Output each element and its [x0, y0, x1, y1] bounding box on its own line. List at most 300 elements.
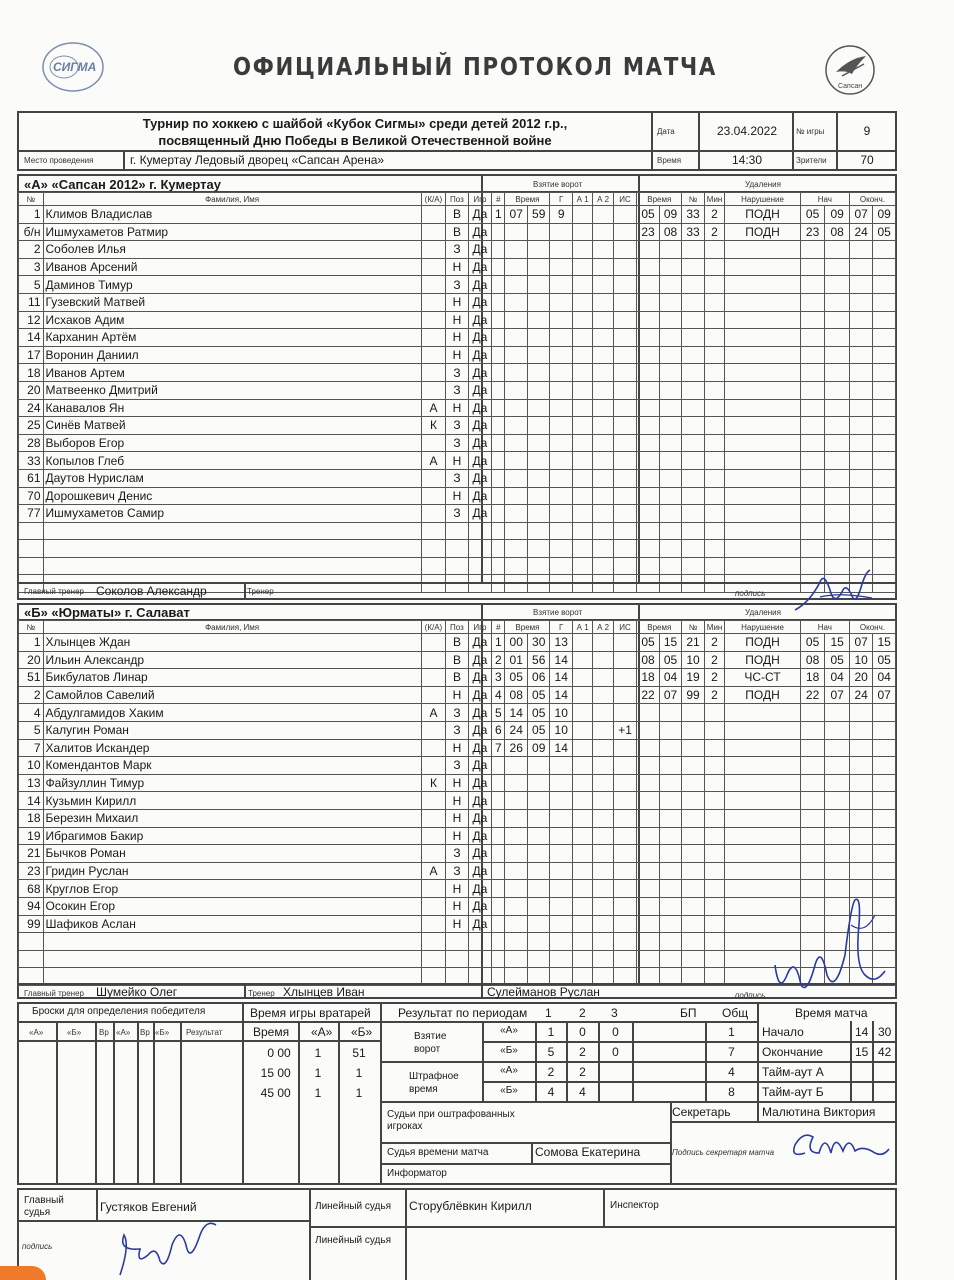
team-a-trainer-label: Тренер [247, 587, 274, 596]
team-b-penalty-minutes [637, 950, 659, 968]
team-b-goal-situation [613, 757, 637, 775]
team-b-goal-seconds: 56 [527, 651, 550, 669]
team-a-penalty-duration [704, 452, 724, 470]
team-b-trainer-label: Тренер [248, 989, 275, 998]
team-a-goal-minutes [505, 258, 527, 276]
team-b-goal-number [492, 809, 505, 827]
team-a-goal-number [492, 241, 505, 259]
team-b-title: «Б» «Юрматы» г. Салават [24, 605, 190, 620]
team-b-penalty-violation [725, 862, 801, 880]
team-a-penalty-violation [725, 487, 801, 505]
team-a-goal-scorer [550, 293, 572, 311]
team-b-penalty-duration: 2 [704, 686, 724, 704]
team-a-goal-assist1 [572, 329, 592, 347]
team-a-penalty-end-sec [873, 452, 896, 470]
team-a-penalty-minutes [637, 452, 659, 470]
team-a-goal-situation [613, 399, 637, 417]
team-b-player-position: З [446, 704, 468, 722]
team-b-goal-scorer [550, 950, 572, 968]
team-a-penalty-seconds [659, 364, 682, 382]
team-b-penalty-seconds [659, 880, 682, 898]
team-b-goal-number [492, 827, 505, 845]
team-b-penalty-minutes: 05 [637, 634, 659, 652]
team-b-penalty-minutes [637, 774, 659, 792]
team-b-row [19, 634, 896, 652]
team-a-row [19, 522, 896, 540]
team-b-header-cell: Нарушение [725, 621, 801, 634]
team-a-row [19, 557, 896, 575]
team-a-penalty-minutes [637, 399, 659, 417]
team-b-header-cell: Фамилия, Имя [43, 621, 421, 634]
period-goals-p2: 2 [579, 1045, 586, 1059]
team-b-player-name: Березин Михаил [43, 809, 421, 827]
team-a-penalty-violation [725, 452, 801, 470]
team-a-goal-assist2 [593, 505, 613, 523]
team-b-goal-seconds [527, 862, 550, 880]
team-b-goal-minutes [505, 933, 527, 951]
team-a-goal-minutes [505, 540, 527, 558]
team-b-player-captaincy [421, 651, 446, 669]
team-b-goal-assist2 [593, 933, 613, 951]
informer-label: Информатор [387, 1168, 447, 1179]
team-a-penalty-end-sec [873, 399, 896, 417]
team-b-penalty-player [682, 845, 704, 863]
team-b-penalty-start-sec [825, 757, 850, 775]
team-b-player-name: Хлынцев Ждан [43, 634, 421, 652]
period-pim-p2: 4 [579, 1085, 586, 1099]
team-a-goal-scorer [550, 505, 572, 523]
match-end-label: Окончание [762, 1045, 823, 1059]
team-a-player-captaincy [421, 364, 446, 382]
team-a-goal-scorer [550, 311, 572, 329]
team-a-player-number: 2 [19, 241, 44, 259]
team-b-player-position: В [446, 634, 468, 652]
team-b-goals-title: Взятие ворот [533, 608, 583, 617]
team-b-goal-assist2 [593, 880, 613, 898]
team-a-penalty-violation [725, 329, 801, 347]
team-b-header-cell: Поз [446, 621, 468, 634]
team-a-player-name: Матвеенко Дмитрий [43, 381, 421, 399]
goalies-col-a: «А» [311, 1025, 333, 1039]
chief-judge-label: Главный судья [24, 1195, 64, 1218]
team-b-penalty-end-sec [873, 739, 896, 757]
team-a-goal-scorer [550, 434, 572, 452]
team-b-goal-seconds: 09 [527, 739, 550, 757]
venue-label: Место проведения [24, 156, 94, 165]
team-a-goal-situation [613, 223, 637, 241]
team-b-row [19, 739, 896, 757]
team-b-penalty-start-sec [825, 809, 850, 827]
team-b-penalty-start-sec [825, 721, 850, 739]
team-a-goal-assist1 [572, 487, 592, 505]
team-b-goal-assist2 [593, 686, 613, 704]
goalie-time-min: 45 [260, 1086, 274, 1100]
team-a-penalty-start-sec [825, 540, 850, 558]
team-b-goal-situation [613, 669, 637, 687]
team-a-penalty-player [682, 399, 704, 417]
team-b-goal-assist2 [593, 739, 613, 757]
team-b-player-captaincy [421, 827, 446, 845]
team-b-goal-seconds [527, 809, 550, 827]
team-a-player-captaincy [421, 346, 446, 364]
team-b-player-number: 1 [19, 634, 44, 652]
team-b-penalty-minutes [637, 897, 659, 915]
team-a-penalty-end-sec [873, 505, 896, 523]
team-b-goal-scorer [550, 774, 572, 792]
team-b-penalty-player [682, 757, 704, 775]
team-b-penalty-violation [725, 774, 801, 792]
team-a-penalty-start-min [800, 469, 825, 487]
team-a-goal-situation [613, 346, 637, 364]
team-a-penalty-end-min [849, 241, 873, 259]
team-b-goal-situation: +1 [613, 721, 637, 739]
team-a-goal-number [492, 399, 505, 417]
team-a-penalty-start-min [800, 434, 825, 452]
period-pim-total: 8 [728, 1085, 735, 1099]
team-a-goal-assist1 [572, 434, 592, 452]
team-b-goal-number: 5 [492, 704, 505, 722]
team-a-goal-minutes [505, 557, 527, 575]
team-a-player-position: В [446, 223, 468, 241]
team-b-penalty-duration [704, 915, 724, 933]
team-b-header-cell: Г [550, 621, 572, 634]
team-a-goal-seconds [527, 505, 550, 523]
team-b-penalty-violation [725, 827, 801, 845]
chief-judge-signature [100, 1215, 240, 1280]
team-b-penalty-end-sec [873, 774, 896, 792]
team-a-goal-minutes [505, 469, 527, 487]
team-b-goal-assist2 [593, 757, 613, 775]
team-b-player-played: Да [468, 862, 492, 880]
team-a-penalty-start-min [800, 452, 825, 470]
team-a-penalty-seconds [659, 522, 682, 540]
team-b-penalty-seconds: 05 [659, 651, 682, 669]
team-b-player-number: 10 [19, 757, 44, 775]
team-b-penalty-duration [704, 933, 724, 951]
goalie-time-sec: 00 [277, 1066, 291, 1080]
team-a-player-number: 12 [19, 311, 44, 329]
corner-badge [0, 1266, 46, 1280]
team-a-sign-label: подпись [735, 589, 766, 598]
team-a-penalty-player [682, 258, 704, 276]
team-a-row [19, 487, 896, 505]
team-b-goal-seconds [527, 915, 550, 933]
team-b-row [19, 792, 896, 810]
team-a-penalty-minutes [637, 346, 659, 364]
team-a-penalty-player: 33 [682, 223, 704, 241]
team-b-player-name: Халитов Искандер [43, 739, 421, 757]
team-a-penalty-duration [704, 346, 724, 364]
team-b-player-name: Комендантов Марк [43, 757, 421, 775]
team-b-row [19, 845, 896, 863]
period-pim-team: «А» [500, 1065, 518, 1076]
team-a-player-captaincy [421, 381, 446, 399]
team-b-goal-number [492, 950, 505, 968]
timeout-a-label: Тайм-аут А [762, 1065, 824, 1079]
team-a-goal-scorer [550, 346, 572, 364]
team-a-player-position: Н [446, 452, 468, 470]
team-a-header-cell: # [492, 193, 505, 206]
team-b-goal-scorer [550, 897, 572, 915]
team-a-penalty-player [682, 434, 704, 452]
team-a-penalty-minutes: 23 [637, 223, 659, 241]
team-b-goal-seconds: 05 [527, 704, 550, 722]
team-b-player-position: Н [446, 809, 468, 827]
team-a-player-played: Да [468, 276, 492, 294]
team-a-goal-number [492, 329, 505, 347]
team-a-penalty-player [682, 329, 704, 347]
team-b-goal-situation [613, 845, 637, 863]
team-a-penalty-seconds [659, 276, 682, 294]
team-b-goal-number: 3 [492, 669, 505, 687]
team-a-goal-number [492, 364, 505, 382]
team-b-penalty-end-sec [873, 827, 896, 845]
team-b-goal-assist1 [572, 686, 592, 704]
team-a-player-played [468, 522, 492, 540]
team-b-player-played [468, 933, 492, 951]
periods-col-3: 3 [611, 1006, 618, 1020]
team-a-penalty-violation [725, 522, 801, 540]
team-a-goal-seconds [527, 346, 550, 364]
team-a-penalty-end-sec [873, 329, 896, 347]
team-b-player-played: Да [468, 651, 492, 669]
team-b-player-name: Калугин Роман [43, 721, 421, 739]
team-b-player-captaincy [421, 634, 446, 652]
team-b-row [19, 721, 896, 739]
team-b-penalty-minutes [637, 880, 659, 898]
date-value: 23.04.2022 [716, 124, 778, 138]
team-b-penalty-end-min [849, 704, 873, 722]
team-b-player-number: 19 [19, 827, 44, 845]
team-b-player-number [19, 933, 44, 951]
team-b-penalty-seconds [659, 704, 682, 722]
team-a-player-name [43, 557, 421, 575]
team-a-goal-seconds [527, 311, 550, 329]
team-a-goal-minutes [505, 311, 527, 329]
team-a-header-cell: (К/А) [421, 193, 446, 206]
team-a-player-name: Копылов Глеб [43, 452, 421, 470]
team-b-player-captaincy [421, 757, 446, 775]
team-a-coach: Соколов Александр [96, 584, 207, 598]
team-a-header-cell: Поз [446, 193, 468, 206]
team-b-penalty-duration: 2 [704, 634, 724, 652]
team-b-penalty-duration [704, 827, 724, 845]
team-a-goal-assist2 [593, 399, 613, 417]
team-a-penalty-start-min [800, 293, 825, 311]
team-a-goal-assist1 [572, 399, 592, 417]
team-a-goal-assist2 [593, 241, 613, 259]
linesman2-label: Линейный судья [315, 1235, 392, 1246]
timekeeper-label: Судья времени матча [387, 1147, 489, 1158]
sigma-logo [40, 40, 106, 96]
team-a-player-number: 33 [19, 452, 44, 470]
team-a-player-played: Да [468, 293, 492, 311]
team-a-goal-assist2 [593, 223, 613, 241]
team-a-goal-scorer [550, 329, 572, 347]
team-b-penalty-start-sec: 15 [825, 634, 850, 652]
team-a-goal-assist1 [572, 346, 592, 364]
team-a-player-name: Иванов Артем [43, 364, 421, 382]
team-b-penalty-start-sec: 05 [825, 651, 850, 669]
periods-title: Результат по периодам [398, 1006, 528, 1020]
team-a-player-played: Да [468, 469, 492, 487]
team-b-player-captaincy [421, 915, 446, 933]
team-b-player-name: Круглов Егор [43, 880, 421, 898]
svg-text:СИГМА: СИГМА [53, 60, 97, 74]
timekeeper-name: Сомова Екатерина [535, 1145, 641, 1159]
team-a-penalty-duration [704, 540, 724, 558]
team-a-goal-number [492, 452, 505, 470]
team-a-penalty-start-min [800, 364, 825, 382]
team-b-header-cell: Игр [468, 621, 492, 634]
team-b-penalty-start-sec [825, 704, 850, 722]
team-a-penalty-player [682, 346, 704, 364]
team-b-penalty-player [682, 721, 704, 739]
team-a-row [19, 223, 896, 241]
team-b-player-number: 14 [19, 792, 44, 810]
team-a-penalty-end-sec [873, 434, 896, 452]
team-a-player-position: З [446, 276, 468, 294]
team-a-goal-situation [613, 311, 637, 329]
team-a-penalty-start-min [800, 381, 825, 399]
team-b-row [19, 827, 896, 845]
period-pim-p1: 4 [547, 1085, 555, 1099]
periods-goals-label: Взятие ворот [414, 1031, 447, 1055]
team-a-penalty-violation [725, 381, 801, 399]
team-b-penalty-seconds: 07 [659, 686, 682, 704]
team-a-penalty-start-sec [825, 329, 850, 347]
team-a-penalty-player [682, 540, 704, 558]
team-a-penalty-end-min [849, 540, 873, 558]
team-a-goal-assist1 [572, 381, 592, 399]
team-a-penalty-start-sec [825, 293, 850, 311]
team-a-penalty-start-sec [825, 311, 850, 329]
team-a-player-captaincy: А [421, 399, 446, 417]
team-b-header-row [19, 621, 896, 634]
team-b-goal-minutes: 01 [505, 651, 527, 669]
team-a-player-played: Да [468, 241, 492, 259]
team-a-penalty-start-sec [825, 381, 850, 399]
team-a-player-name: Ишмухаметов Самир [43, 505, 421, 523]
team-a-penalty-duration [704, 276, 724, 294]
team-b-penalty-player [682, 704, 704, 722]
team-b-player-number: 51 [19, 669, 44, 687]
team-b-penalty-end-min [849, 739, 873, 757]
team-b-player-played: Да [468, 634, 492, 652]
team-b-goal-assist2 [593, 827, 613, 845]
team-a-goal-assist1 [572, 557, 592, 575]
team-b-penalty-end-sec [873, 704, 896, 722]
team-b-penalty-start-min [800, 862, 825, 880]
team-a-row [19, 505, 896, 523]
team-b-penalty-end-sec: 15 [873, 634, 896, 652]
team-b-penalty-end-sec [873, 757, 896, 775]
team-a-penalty-start-min [800, 399, 825, 417]
team-b-player-position: Н [446, 880, 468, 898]
team-b-penalty-end-sec [873, 721, 896, 739]
team-a-player-position [446, 540, 468, 558]
team-b-goal-seconds: 05 [527, 721, 550, 739]
team-a-player-played: Да [468, 223, 492, 241]
team-a-penalty-duration [704, 557, 724, 575]
team-b-player-name: Бычков Роман [43, 845, 421, 863]
team-b-penalty-duration [704, 897, 724, 915]
team-a-penalty-end-min [849, 258, 873, 276]
team-a-header-cell: Игр [468, 193, 492, 206]
team-a-penalty-player [682, 293, 704, 311]
team-b-goal-assist2 [593, 862, 613, 880]
team-a-penalty-violation [725, 258, 801, 276]
team-a-goal-minutes [505, 434, 527, 452]
team-a-goal-situation [613, 469, 637, 487]
team-a-header-cell: А 2 [593, 193, 613, 206]
team-a-player-name: Синёв Матвей [43, 417, 421, 435]
secretary-name: Малютина Виктория [762, 1105, 876, 1119]
team-a-goal-situation [613, 522, 637, 540]
team-a-player-played: Да [468, 505, 492, 523]
team-a-player-played: Да [468, 487, 492, 505]
period-goals-team: «А» [500, 1025, 518, 1036]
team-b-player-played: Да [468, 809, 492, 827]
team-a-goal-situation [613, 241, 637, 259]
team-a-goal-minutes [505, 241, 527, 259]
team-b-player-name: Ибрагимов Бакир [43, 827, 421, 845]
team-b-penalty-duration: 2 [704, 669, 724, 687]
match-start-minutes: 30 [878, 1025, 892, 1039]
team-a-goal-scorer [550, 417, 572, 435]
team-a-penalty-start-sec [825, 452, 850, 470]
periods-col-2: 2 [579, 1006, 586, 1020]
goalie-time-min: 0 [267, 1046, 274, 1060]
team-b-player-captaincy [421, 721, 446, 739]
team-a-goal-assist2 [593, 293, 613, 311]
team-b-player-captaincy [421, 897, 446, 915]
team-a-goal-seconds [527, 487, 550, 505]
team-a-goal-seconds [527, 469, 550, 487]
shootout-col-a: «А» [29, 1028, 44, 1037]
team-a-penalty-violation [725, 276, 801, 294]
team-b-penalty-minutes [637, 915, 659, 933]
spectators-value: 70 [860, 153, 874, 167]
team-a-penalty-minutes [637, 241, 659, 259]
team-b-player-number: 20 [19, 651, 44, 669]
team-b-penalty-start-min: 22 [800, 686, 825, 704]
team-b-goal-assist1 [572, 739, 592, 757]
team-a-player-captaincy: К [421, 417, 446, 435]
team-a-goal-minutes [505, 364, 527, 382]
team-b-player-position: Н [446, 739, 468, 757]
team-b-goal-scorer: 14 [550, 651, 572, 669]
team-b-penalty-seconds [659, 897, 682, 915]
team-a-penalty-duration [704, 258, 724, 276]
team-b-penalty-player [682, 792, 704, 810]
team-b-penalty-start-sec [825, 862, 850, 880]
team-b-goal-minutes [505, 862, 527, 880]
team-a-penalty-start-sec [825, 487, 850, 505]
team-b-player-captaincy [421, 809, 446, 827]
team-b-penalty-violation [725, 845, 801, 863]
team-b-goal-assist1 [572, 827, 592, 845]
team-b-penalty-end-min [849, 792, 873, 810]
team-b-penalty-end-min [849, 845, 873, 863]
team-b-coach: Шумейко Олег [96, 985, 178, 999]
team-b-penalty-duration [704, 792, 724, 810]
team-a-penalty-minutes [637, 417, 659, 435]
team-a-penalty-start-min [800, 346, 825, 364]
team-a-player-position: З [446, 505, 468, 523]
team-a-player-captaincy [421, 434, 446, 452]
team-a-penalty-violation [725, 505, 801, 523]
